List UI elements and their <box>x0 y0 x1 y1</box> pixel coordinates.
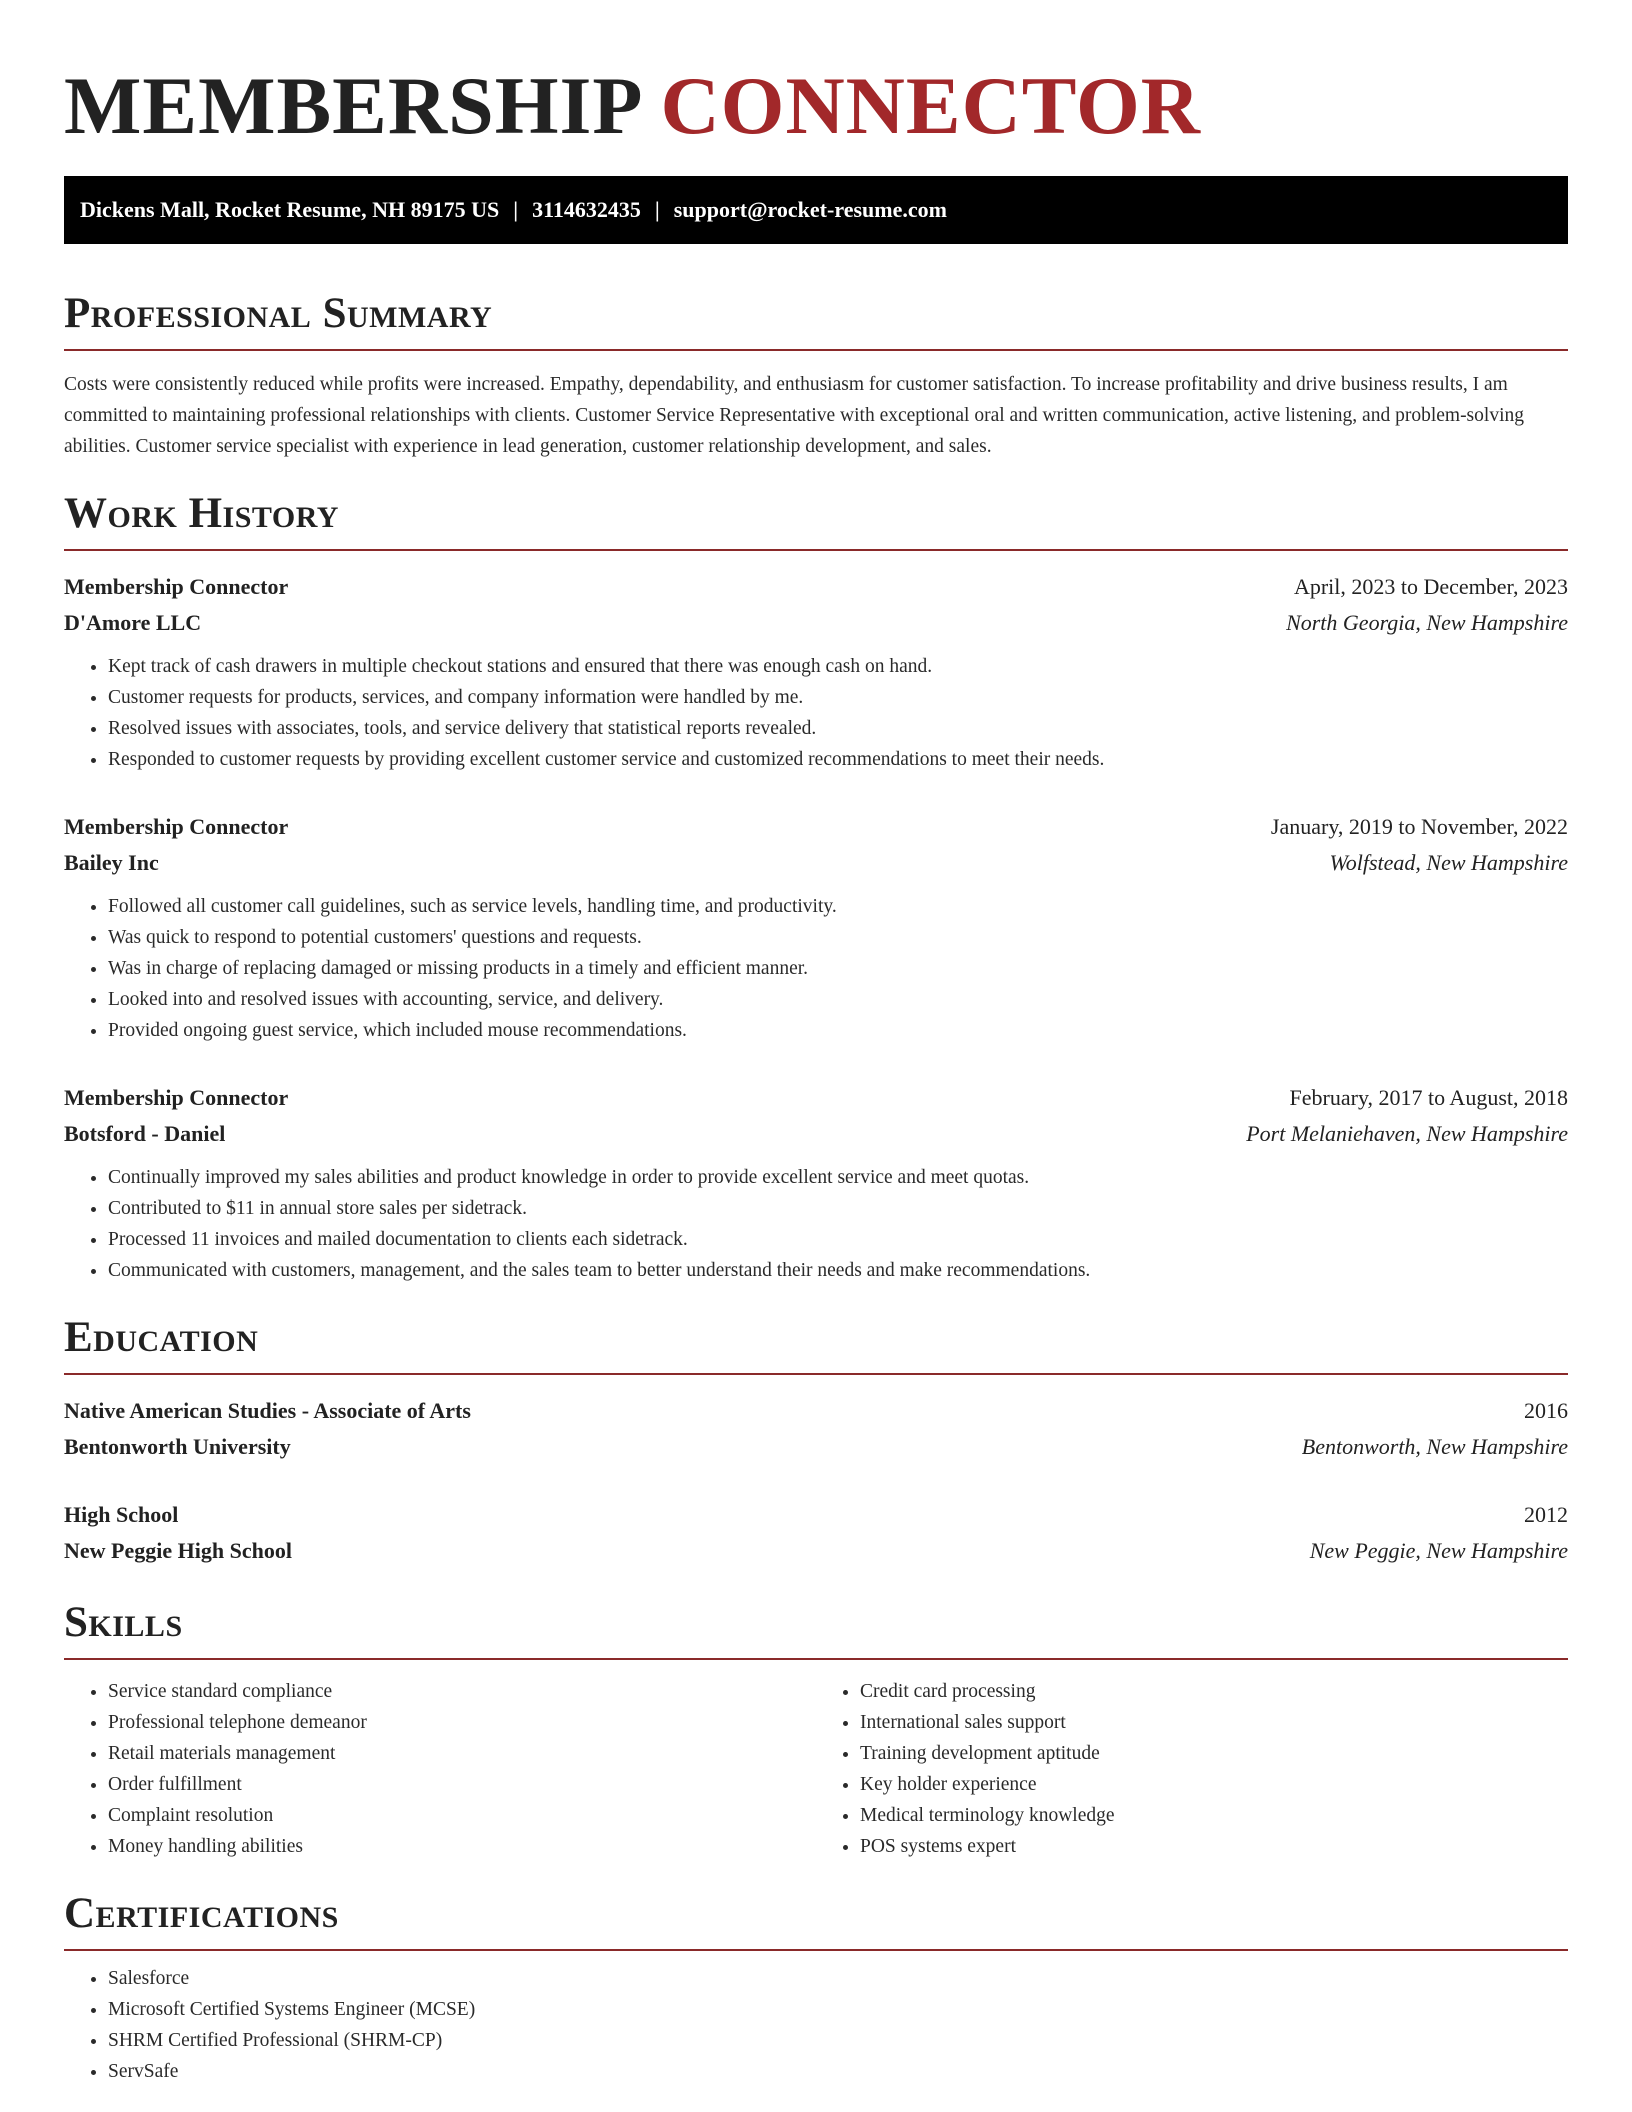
job-company-row <box>64 1116 1568 1152</box>
job-bullet: • Was quick to respond to potential customers' questions and requests. <box>108 922 1568 953</box>
education-location: New Peggie, New Hampshire <box>1309 1538 1568 1563</box>
education-header-row <box>64 1497 1568 1533</box>
education-school-row <box>64 1533 1568 1569</box>
job-company: D'Amore LLC <box>64 610 202 635</box>
job-bullet: • Contributed to $11 in annual store sales per sidetrack. <box>108 1193 1568 1224</box>
job-location: Wolfstead, New Hampshire <box>1329 850 1568 875</box>
job-location: Port Melaniehaven, New Hampshire <box>1246 1121 1568 1146</box>
job-bullets <box>64 891 1568 1046</box>
job-header-row <box>64 1080 1568 1116</box>
section-title-work-history: Work History <box>64 492 1568 551</box>
job-position: Membership Connector <box>64 1085 289 1110</box>
job-position: Membership Connector <box>64 814 289 839</box>
certification-item: • Salesforce <box>108 1963 1568 1994</box>
skill-item: • Credit card processing <box>860 1676 1568 1707</box>
skills-columns <box>64 1676 1568 1862</box>
summary-text: Costs were consistently reduced while profits were increased. Empathy, dependability, and enthusiasm for customer satisfaction. To increase profitability and drive business results, I am committed to maintaining professional relationships with clients. Customer Service Representative with exceptional oral and written communication, active listening, and problem-solving abilities. Customer service specialist with experience in lead generation, customer relationship development, and sales. <box>64 374 1524 457</box>
job-bullet: • Provided ongoing guest service, which included mouse recommendations. <box>108 1015 1568 1046</box>
certifications-section <box>64 1892 1568 2087</box>
job-bullet: • Was in charge of replacing damaged or missing products in a timely and efficient manner. <box>108 953 1568 984</box>
education-location: Bentonworth, New Hampshire <box>1301 1434 1568 1459</box>
skill-item: • Complaint resolution <box>108 1800 816 1831</box>
job-bullet: • Responded to customer requests by providing excellent customer service and customized recommendations to meet their needs. <box>108 744 1568 775</box>
job-position: Membership Connector <box>64 574 289 599</box>
job-dates: April, 2023 to December, 2023 <box>1293 574 1568 599</box>
skills-section <box>64 1601 1568 1862</box>
contact-separator: | <box>513 197 519 222</box>
job-header-row <box>64 809 1568 845</box>
job-company: Bailey Inc <box>64 850 159 875</box>
job-bullet: • Followed all customer call guidelines, such as service levels, handling time, and productivity. <box>108 891 1568 922</box>
resume-page <box>64 0 1568 2087</box>
section-title-education: Education <box>64 1316 1568 1375</box>
work-history-section <box>64 492 1568 1286</box>
skill-item: • Key holder experience <box>860 1769 1568 1800</box>
contact-phone: 3114632435 <box>532 197 641 222</box>
job-company-row <box>64 605 1568 641</box>
job-company: Botsford - Daniel <box>64 1121 226 1146</box>
education-school: Bentonworth University <box>64 1434 291 1459</box>
skill-item: • Retail materials management <box>108 1738 816 1769</box>
contact-email: support@rocket-resume.com <box>673 197 947 222</box>
name-last: CONNECTOR <box>660 60 1202 151</box>
name-first: MEMBERSHIP <box>64 60 639 151</box>
skill-item: • Order fulfillment <box>108 1769 816 1800</box>
job-bullet: • Resolved issues with associates, tools, and service delivery that statistical reports revealed. <box>108 713 1568 744</box>
certifications-list <box>64 1963 1568 2087</box>
section-title-certifications: Certifications <box>64 1892 1568 1951</box>
education-degree: High School <box>64 1502 179 1527</box>
education-degree: Native American Studies - Associate of Arts <box>64 1398 471 1423</box>
resume-name <box>64 0 1568 156</box>
certification-item: • ServSafe <box>108 2056 1568 2087</box>
education-section <box>64 1316 1568 1569</box>
job-bullet: • Continually improved my sales abilities and product knowledge in order to provide excellent service and meet quotas. <box>108 1162 1568 1193</box>
summary-section <box>64 292 1568 462</box>
job-company-row <box>64 845 1568 881</box>
education-year: 2016 <box>1524 1398 1568 1423</box>
education-school: New Peggie High School <box>64 1538 292 1563</box>
contact-separator: | <box>654 197 660 222</box>
job-bullet: • Looked into and resolved issues with accounting, service, and delivery. <box>108 984 1568 1015</box>
education-entry <box>64 1393 1568 1465</box>
certification-item: • Microsoft Certified Systems Engineer (MCSE) <box>108 1994 1568 2025</box>
job-entry <box>64 1080 1568 1286</box>
skill-item: • Medical terminology knowledge <box>860 1800 1568 1831</box>
skills-list-right <box>816 1676 1568 1862</box>
education-school-row <box>64 1429 1568 1465</box>
job-dates: January, 2019 to November, 2022 <box>1270 814 1568 839</box>
job-bullet: • Processed 11 invoices and mailed documentation to clients each sidetrack. <box>108 1224 1568 1255</box>
skill-item: • International sales support <box>860 1707 1568 1738</box>
job-bullets <box>64 1162 1568 1286</box>
job-entry <box>64 569 1568 775</box>
education-header-row <box>64 1393 1568 1429</box>
contact-bar <box>64 176 1568 244</box>
skill-item: • Training development aptitude <box>860 1738 1568 1769</box>
job-entry <box>64 809 1568 1046</box>
certification-item: • SHRM Certified Professional (SHRM-CP) <box>108 2025 1568 2056</box>
skill-item: • Professional telephone demeanor <box>108 1707 816 1738</box>
skill-item: • Money handling abilities <box>108 1831 816 1862</box>
section-title-skills: Skills <box>64 1601 1568 1660</box>
job-bullets <box>64 651 1568 775</box>
job-bullet: • Kept track of cash drawers in multiple checkout stations and ensured that there was enough cash on hand. <box>108 651 1568 682</box>
skill-item: • POS systems expert <box>860 1831 1568 1862</box>
contact-address: Dickens Mall, Rocket Resume, NH 89175 US <box>80 197 500 222</box>
education-year: 2012 <box>1524 1502 1568 1527</box>
job-bullet: • Customer requests for products, services, and company information were handled by me. <box>108 682 1568 713</box>
job-location: North Georgia, New Hampshire <box>1286 610 1568 635</box>
job-bullet: • Communicated with customers, management, and the sales team to better understand their needs and make recommendations. <box>108 1255 1568 1286</box>
job-header-row <box>64 569 1568 605</box>
skills-list-left <box>64 1676 816 1862</box>
skill-item: • Service standard compliance <box>108 1676 816 1707</box>
job-dates: February, 2017 to August, 2018 <box>1289 1085 1568 1110</box>
education-entry <box>64 1497 1568 1569</box>
section-title-summary: Professional Summary <box>64 292 1568 351</box>
